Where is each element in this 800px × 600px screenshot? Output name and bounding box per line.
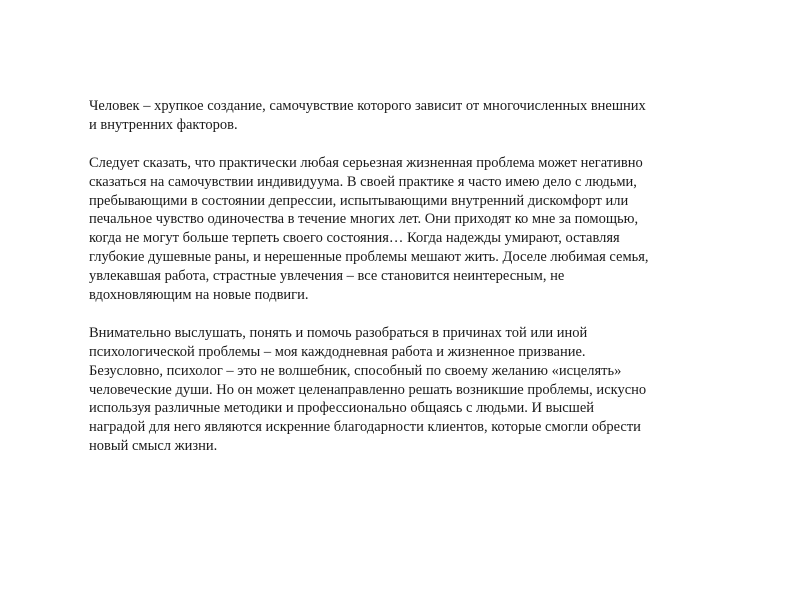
text-line: глубокие душевные раны, и нерешенные проблемы мешают жить. Доселе любимая семья,: [89, 249, 649, 266]
text-line: используя различные методики и профессионально общаясь с людьми. И высшей: [89, 400, 595, 417]
text-line: Внимательно выслушать, понять и помочь разобраться в причинах той или иной: [89, 324, 588, 341]
paragraph-intro: [89, 97, 721, 135]
text-line: новый смысл жизни.: [89, 438, 218, 455]
text-line: увлекавшая работа, страстные увлечения – все становится неинтересным, не: [89, 268, 565, 285]
text-line: Человек – хрупкое создание, самочувствие которого зависит от многочисленных внешних: [89, 98, 646, 114]
text-line: психологической проблемы – моя каждодневная работа и жизненное призвание.: [89, 343, 586, 360]
paragraph-problems: [89, 154, 721, 305]
text-line: пребывающими в состоянии депрессии, испытывающими внутренний дискомфорт или: [89, 192, 629, 209]
text-line: сказаться на самочувствии индивидуума. В своей практике я часто имею дело с людьми,: [89, 173, 637, 190]
text-line: и внутренних факторов.: [89, 116, 238, 133]
document-body: [89, 97, 721, 475]
text-line: вдохновляющим на новые подвиги.: [89, 287, 309, 304]
text-line: наградой для него являются искренние благодарности клиентов, которые смогли обрести: [89, 419, 641, 436]
text-line: человеческие души. Но он может целенаправленно решать возникшие проблемы, искусно: [89, 381, 647, 398]
text-line: Безусловно, психолог – это не волшебник, способный по своему желанию «исцелять»: [89, 362, 622, 379]
text-line: когда не могут больше терпеть своего состояния… Когда надежды умирают, оставляя: [89, 230, 620, 247]
text-line: Следует сказать, что практически любая серьезная жизненная проблема может негативно: [89, 154, 643, 171]
text-line: печальное чувство одиночества в течение многих лет. Они приходят ко мне за помощью,: [89, 211, 639, 228]
paragraph-psychologist: [89, 324, 721, 456]
